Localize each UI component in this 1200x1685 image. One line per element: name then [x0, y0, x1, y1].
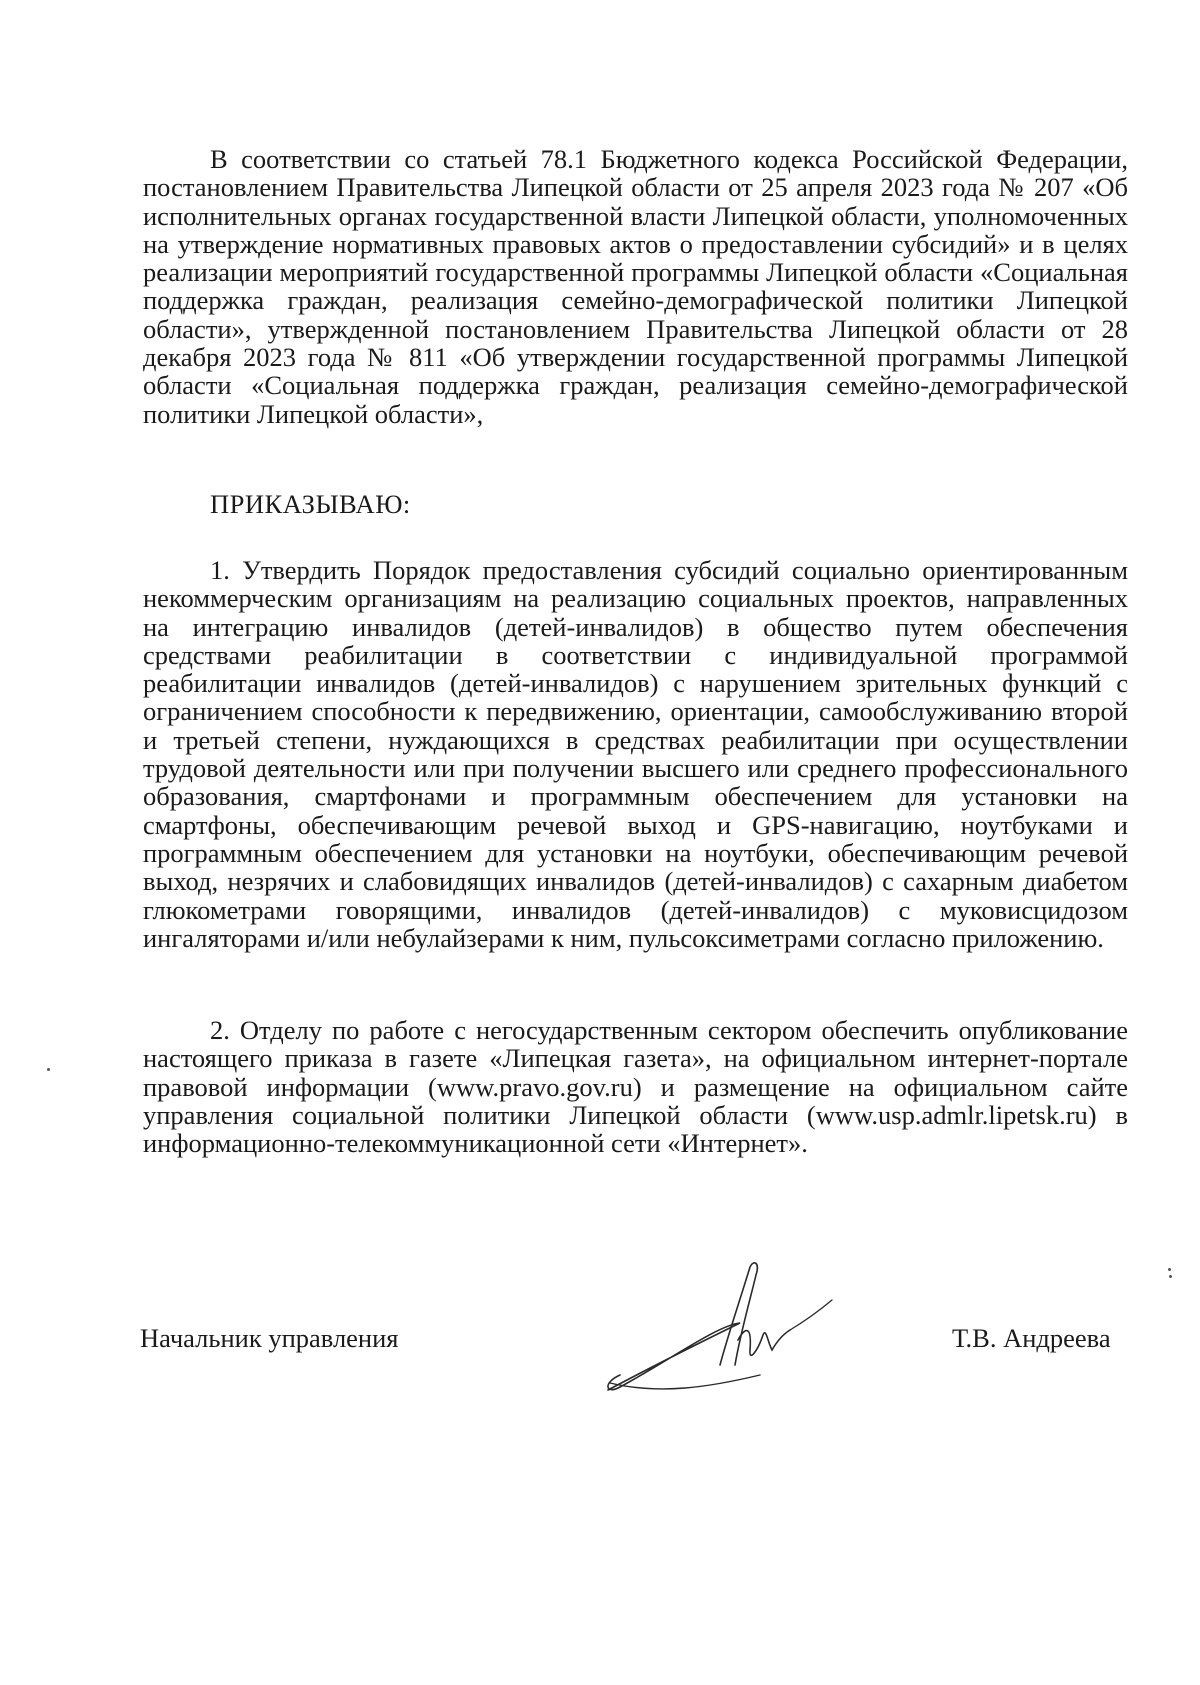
- order-item-1: 1. Утвердить Порядок предоставления субсидий социально ориентированным некоммерческим организациям на реализацию социальных проектов, направленных на интеграцию инвалидов (детей-инвалидов) в общество путем обеспечения средствами реабилитации в соответствии с индивидуальной программой реабилитации инвалидов (детей-инвалидов) с нарушением зрительных функций с ограничением способности к передвижению, ориентации, самообслуживанию второй и третьей степени, нуждающихся в средствах реабилитации при осуществлении трудовой деятельности или при получении высшего или среднего профессионального образования, смартфонами и программным обеспечением для установки на смартфоны, обеспечивающим речевой выход и GPS-навигацию, ноутбуками и программным обеспечением для установки на ноутбуки, обеспечивающим речевой выход, незрячих и слабовидящих инвалидов (детей-инвалидов) с сахарным диабетом глюкометрами говорящими, инвалидов (детей-инвалидов) с муковисцидозом ингаляторами и/или небулайзерами к ним, пульсоксиметрами согласно приложению.: [143, 555, 1128, 953]
- signer-name: Т.В. Андреева: [952, 1323, 1111, 1353]
- order-heading: ПРИКАЗЫВАЮ:: [210, 489, 411, 519]
- scan-speck: [47, 1068, 50, 1071]
- preamble-paragraph: В соответствии со статьей 78.1 Бюджетного кодекса Российской Федерации, постановлением Правительства Липецкой области от 25 апреля 2023 года № 207 «Об исполнительных органах государственной власти Липецкой области, уполномоченных на утверждение нормативных правовых актов о предоставлении субсидий» и в целях реализации мероприятий государственной программы Липецкой области «Социальная поддержка граждан, реализация семейно-демографической политики Липецкой области», утвержденной постановлением Правительства Липецкой области от 28 декабря 2023 года № 811 «Об утверждении государственной программы Липецкой области «Социальная поддержка граждан, реализация семейно-демографической политики Липецкой области»,: [143, 144, 1128, 429]
- signer-position: Начальник управления: [140, 1323, 399, 1353]
- handwritten-signature-icon: [600, 1255, 860, 1405]
- scan-speck: [1169, 1275, 1172, 1278]
- scan-speck: [1168, 1268, 1171, 1271]
- order-item-2: 2. Отделу по работе с негосударственным сектором обеспечить опубликование настоящего приказа в газете «Липецкая газета», на официальном интернет-портале правовой информации (www.pravo.gov.ru) и размещение на официальном сайте управления социальной политики Липецкой области (www.usp.admlr.lipetsk.ru) в информационно-телекоммуникационной сети «Интернет».: [143, 1015, 1128, 1159]
